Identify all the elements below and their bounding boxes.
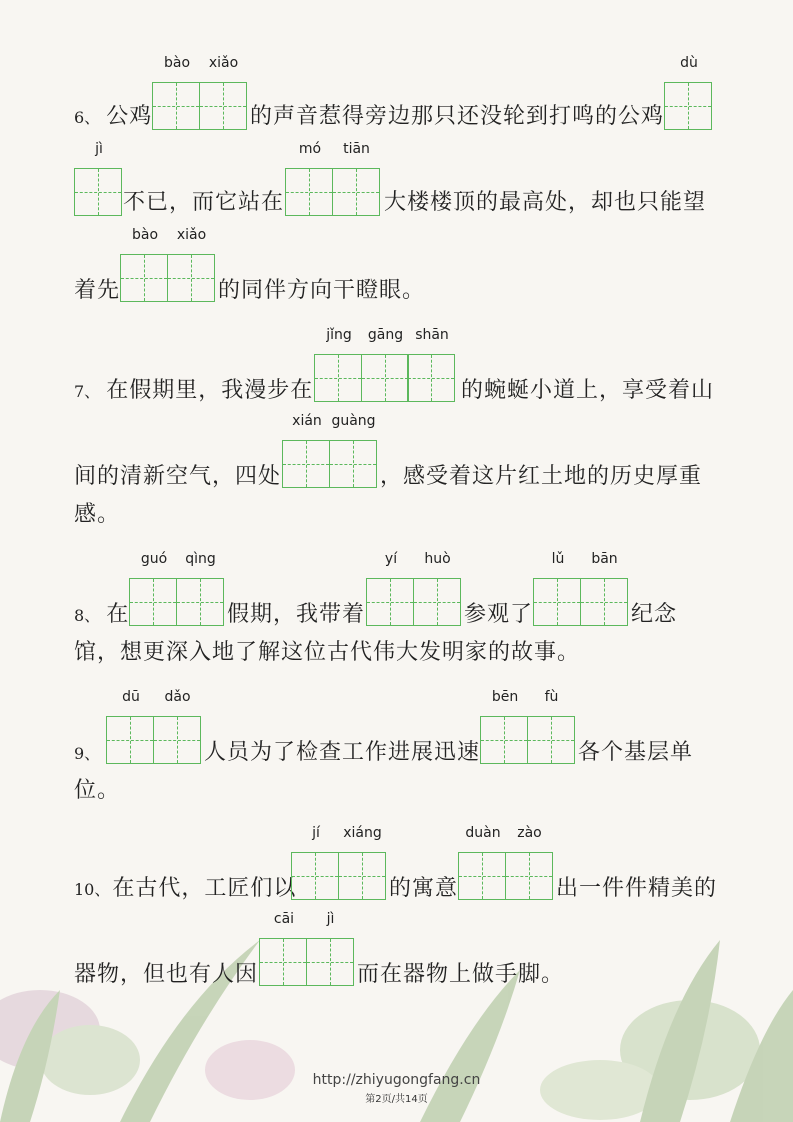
q6-blank-1[interactable] <box>152 55 245 130</box>
q7-text-5: 感。 <box>74 502 121 527</box>
answer-cell[interactable] <box>527 689 575 764</box>
q6-blank-3[interactable] <box>74 141 121 216</box>
q6-text-6: 的同伴方向干瞪眼。 <box>218 278 426 303</box>
pinyin: cāi <box>273 911 295 927</box>
q8-text-2: 假期，我带着 <box>227 602 366 627</box>
pinyin: duàn <box>465 825 501 841</box>
pinyin: dū <box>122 689 140 705</box>
q10-number: 10、 <box>74 880 111 899</box>
q6-blank-2[interactable] <box>664 55 711 130</box>
q9-text-2: 各个基层单 <box>578 740 694 765</box>
q7-text-1: 在假期里，我漫步在 <box>106 378 314 403</box>
pinyin: bào <box>131 227 159 243</box>
pinyin: xián <box>292 413 322 429</box>
q6-blank-5[interactable] <box>120 227 213 302</box>
answer-cell[interactable] <box>259 911 307 986</box>
answer-cell[interactable] <box>366 551 414 626</box>
q10-blank-2[interactable] <box>458 825 551 900</box>
pinyin: jǐng <box>326 327 352 343</box>
q10-text-5: 而在器物上做手脚。 <box>357 962 565 987</box>
answer-cell[interactable] <box>152 55 200 130</box>
answer-cell[interactable] <box>129 551 177 626</box>
q9-text-3: 位。 <box>74 778 121 803</box>
q10-blank-1[interactable] <box>291 825 384 900</box>
answer-cell[interactable] <box>285 141 333 216</box>
answer-cell[interactable] <box>361 327 409 402</box>
q7-text-2: 的蜿蜒小道上，享受着山 <box>461 378 715 403</box>
pinyin: dù <box>680 55 698 71</box>
q10-blank-3[interactable] <box>259 911 352 986</box>
q6-blank-4[interactable] <box>285 141 378 216</box>
q6-text-4: 大楼楼顶的最高处，却也只能望 <box>384 190 707 215</box>
q9-blank-2[interactable] <box>480 689 573 764</box>
answer-cell[interactable] <box>533 551 581 626</box>
pinyin: fù <box>544 689 559 705</box>
pinyin: jì <box>95 141 103 157</box>
pinyin: zào <box>517 825 542 841</box>
pinyin: mó <box>298 141 322 157</box>
q7-number: 7、 <box>74 382 101 401</box>
q7-blank-1[interactable] <box>314 327 454 402</box>
q8-text-1: 在 <box>106 602 130 627</box>
answer-cell[interactable] <box>291 825 339 900</box>
answer-cell[interactable] <box>332 141 380 216</box>
pinyin: bào <box>163 55 191 71</box>
pinyin: bān <box>591 551 618 567</box>
answer-cell[interactable] <box>199 55 247 130</box>
q7-blank-2[interactable] <box>282 413 376 488</box>
q7-text-4: ，感受着这片红土地的历史厚重 <box>380 464 703 489</box>
pinyin: bēn <box>491 689 519 705</box>
answer-cell[interactable] <box>176 551 224 626</box>
q8-number: 8、 <box>74 606 101 625</box>
q9-number: 9、 <box>74 744 101 763</box>
q9-text-1: 人员为了检查工作进展迅速 <box>204 740 481 765</box>
answer-cell[interactable] <box>407 327 455 402</box>
answer-cell[interactable] <box>329 413 377 488</box>
pinyin: guàng <box>331 413 376 429</box>
answer-cell[interactable] <box>282 413 330 488</box>
pinyin: guó <box>140 551 168 567</box>
answer-cell[interactable] <box>314 327 362 402</box>
answer-cell[interactable] <box>413 551 461 626</box>
answer-cell[interactable] <box>306 911 354 986</box>
answer-cell[interactable] <box>153 689 201 764</box>
pinyin: jì <box>326 911 335 927</box>
q8-blank-3[interactable] <box>533 551 626 626</box>
q8-blank-2[interactable] <box>366 551 459 626</box>
answer-cell[interactable] <box>106 689 154 764</box>
answer-cell[interactable] <box>458 825 506 900</box>
answer-cell[interactable] <box>338 825 386 900</box>
answer-cell[interactable] <box>120 227 168 302</box>
q6-text-3: 不已，而它站在 <box>123 190 285 215</box>
q8-text-5: 馆，想更深入地了解这位古代伟大发明家的故事。 <box>74 640 581 665</box>
pinyin: yí <box>384 551 398 567</box>
pinyin: jí <box>312 825 320 841</box>
q10-text-2: 的寓意 <box>389 876 459 901</box>
q8-blank-1[interactable] <box>129 551 222 626</box>
q9-blank-1[interactable] <box>106 689 199 764</box>
answer-cell[interactable] <box>480 689 528 764</box>
footer-url[interactable]: http://zhiyugongfang.cn <box>312 1072 481 1088</box>
pinyin: dǎo <box>164 689 191 705</box>
q6-text-1: 公鸡 <box>106 104 153 129</box>
q10-text-3: 出一件件精美的 <box>556 876 718 901</box>
answer-cell[interactable] <box>167 227 215 302</box>
q10-text-4: 器物，但也有人因 <box>74 962 259 987</box>
q8-text-3: 参观了 <box>464 602 534 627</box>
q6-number: 6、 <box>74 108 101 127</box>
pinyin: xiáng <box>343 825 382 841</box>
page-number: 第2页/共14页 <box>365 1094 428 1105</box>
q10-text-1: 在古代，工匠们以 <box>112 876 297 901</box>
pinyin: xiǎo <box>176 227 207 243</box>
answer-cell[interactable] <box>74 141 122 216</box>
pinyin: lǔ <box>551 551 565 567</box>
answer-cell[interactable] <box>580 551 628 626</box>
q6-text-5: 着先 <box>74 278 121 303</box>
pinyin: tiān <box>343 141 370 157</box>
pinyin: gāng <box>367 327 404 343</box>
q7-text-3: 间的清新空气，四处 <box>74 464 282 489</box>
q6-text-2: 的声音惹得旁边那只还没轮到打鸣的公鸡 <box>250 104 665 129</box>
pinyin: shān <box>415 327 449 343</box>
answer-cell[interactable] <box>664 55 712 130</box>
q8-text-4: 纪念 <box>631 602 678 627</box>
pinyin: xiǎo <box>208 55 239 71</box>
pinyin: huò <box>424 551 451 567</box>
pinyin: qìng <box>185 551 216 567</box>
answer-cell[interactable] <box>505 825 553 900</box>
